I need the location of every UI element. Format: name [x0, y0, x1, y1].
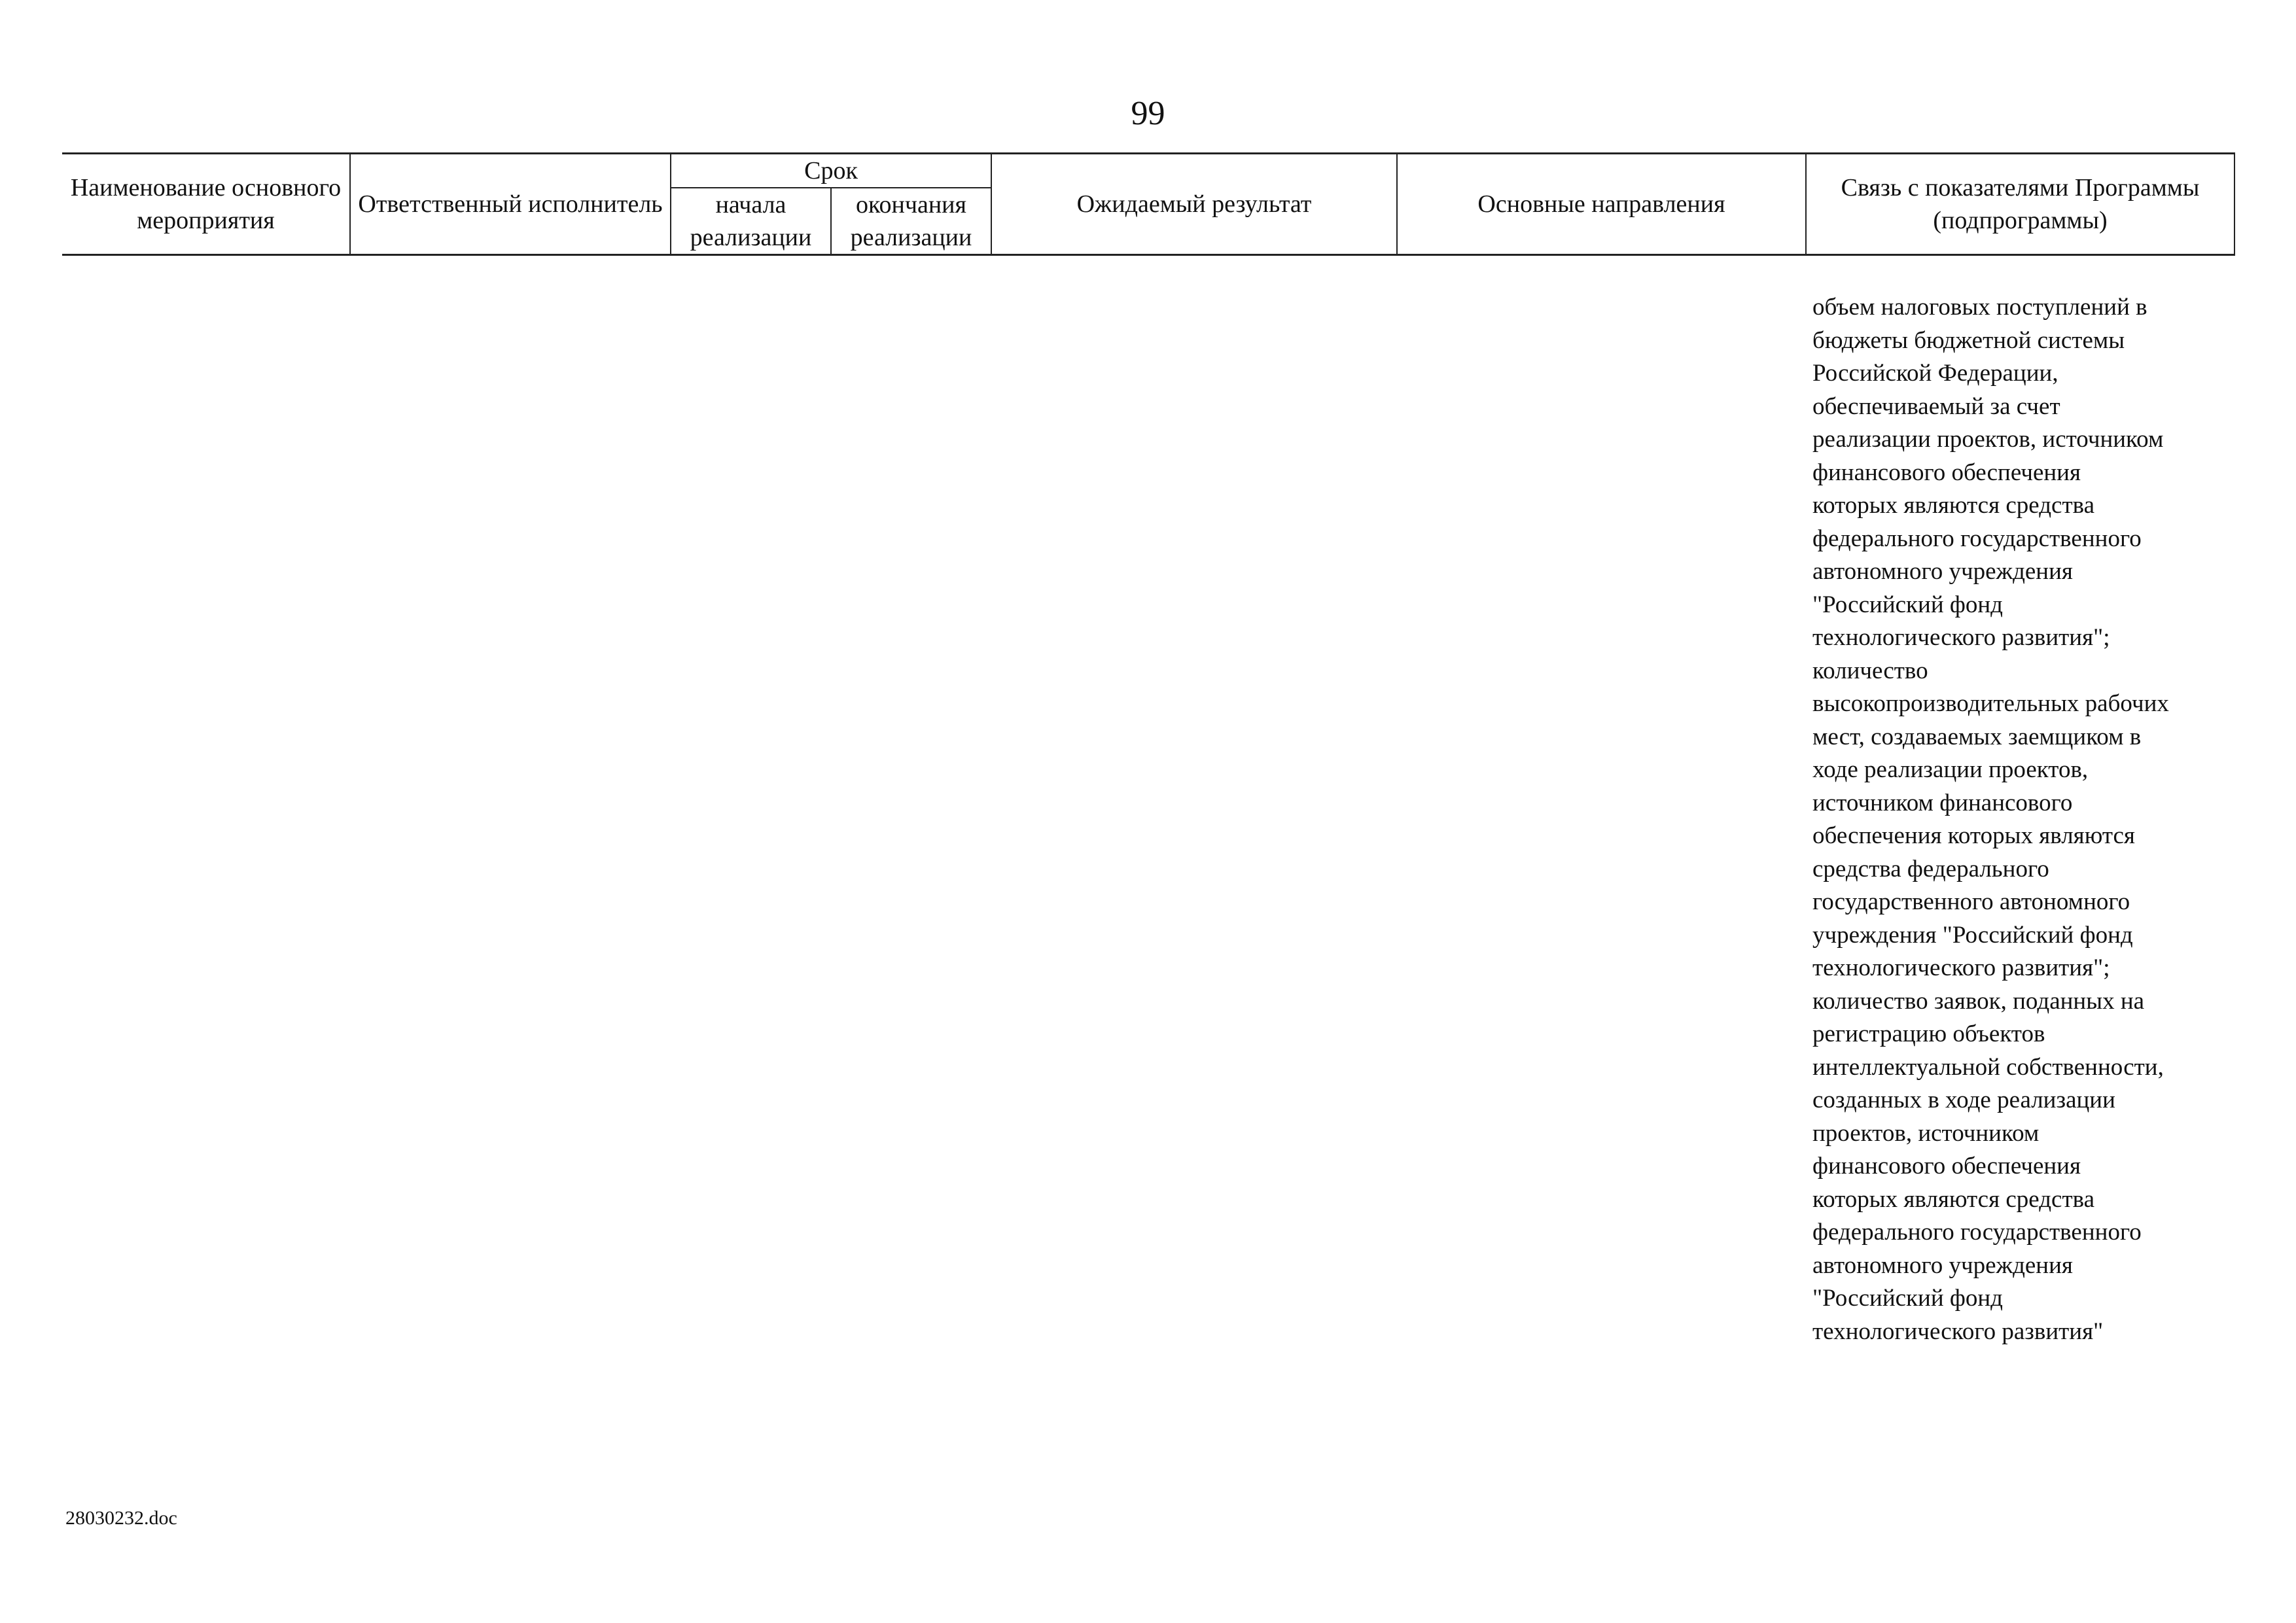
- footer-document-code: 28030232.doc: [65, 1507, 177, 1529]
- header-executor: Ответственный исполнитель: [350, 154, 671, 255]
- header-directions: Основные направления: [1397, 154, 1806, 255]
- header-end: окончания реализации: [831, 188, 991, 255]
- header-table: [62, 152, 2235, 256]
- page-number: 99: [1131, 95, 1165, 132]
- indicators-cell-text: объем налоговых поступлений в бюджеты бюджетной системы Российской Федерации, обеспечиваемый за счет реализации проектов, источником финансового обеспечения которых являются средства федерального государственного автономного учреждения "Российский фонд технологического развития"; количество высокопроизводительных рабочих мест, создаваемых заемщиком в ходе реализации проектов, источником финансового обеспечения которых являются средства федерального государственного автономного учреждения "Российский фонд технологического развития"; количество заявок, поданных на регистрацию объектов интеллектуальной собственности, созданных в ходе реализации проектов, источником финансового обеспечения которых являются средства федерального государственного автономного учреждения "Российский фонд технологического развития": [1812, 294, 2169, 1345]
- header-term: Срок: [671, 154, 991, 188]
- header-start: начала реализации: [671, 188, 831, 255]
- header-indicators: Связь с показателями Программы (подпрограммы): [1806, 154, 2234, 255]
- header-result: Ожидаемый результат: [991, 154, 1397, 255]
- header-name: Наименование основного мероприятия: [62, 154, 350, 255]
